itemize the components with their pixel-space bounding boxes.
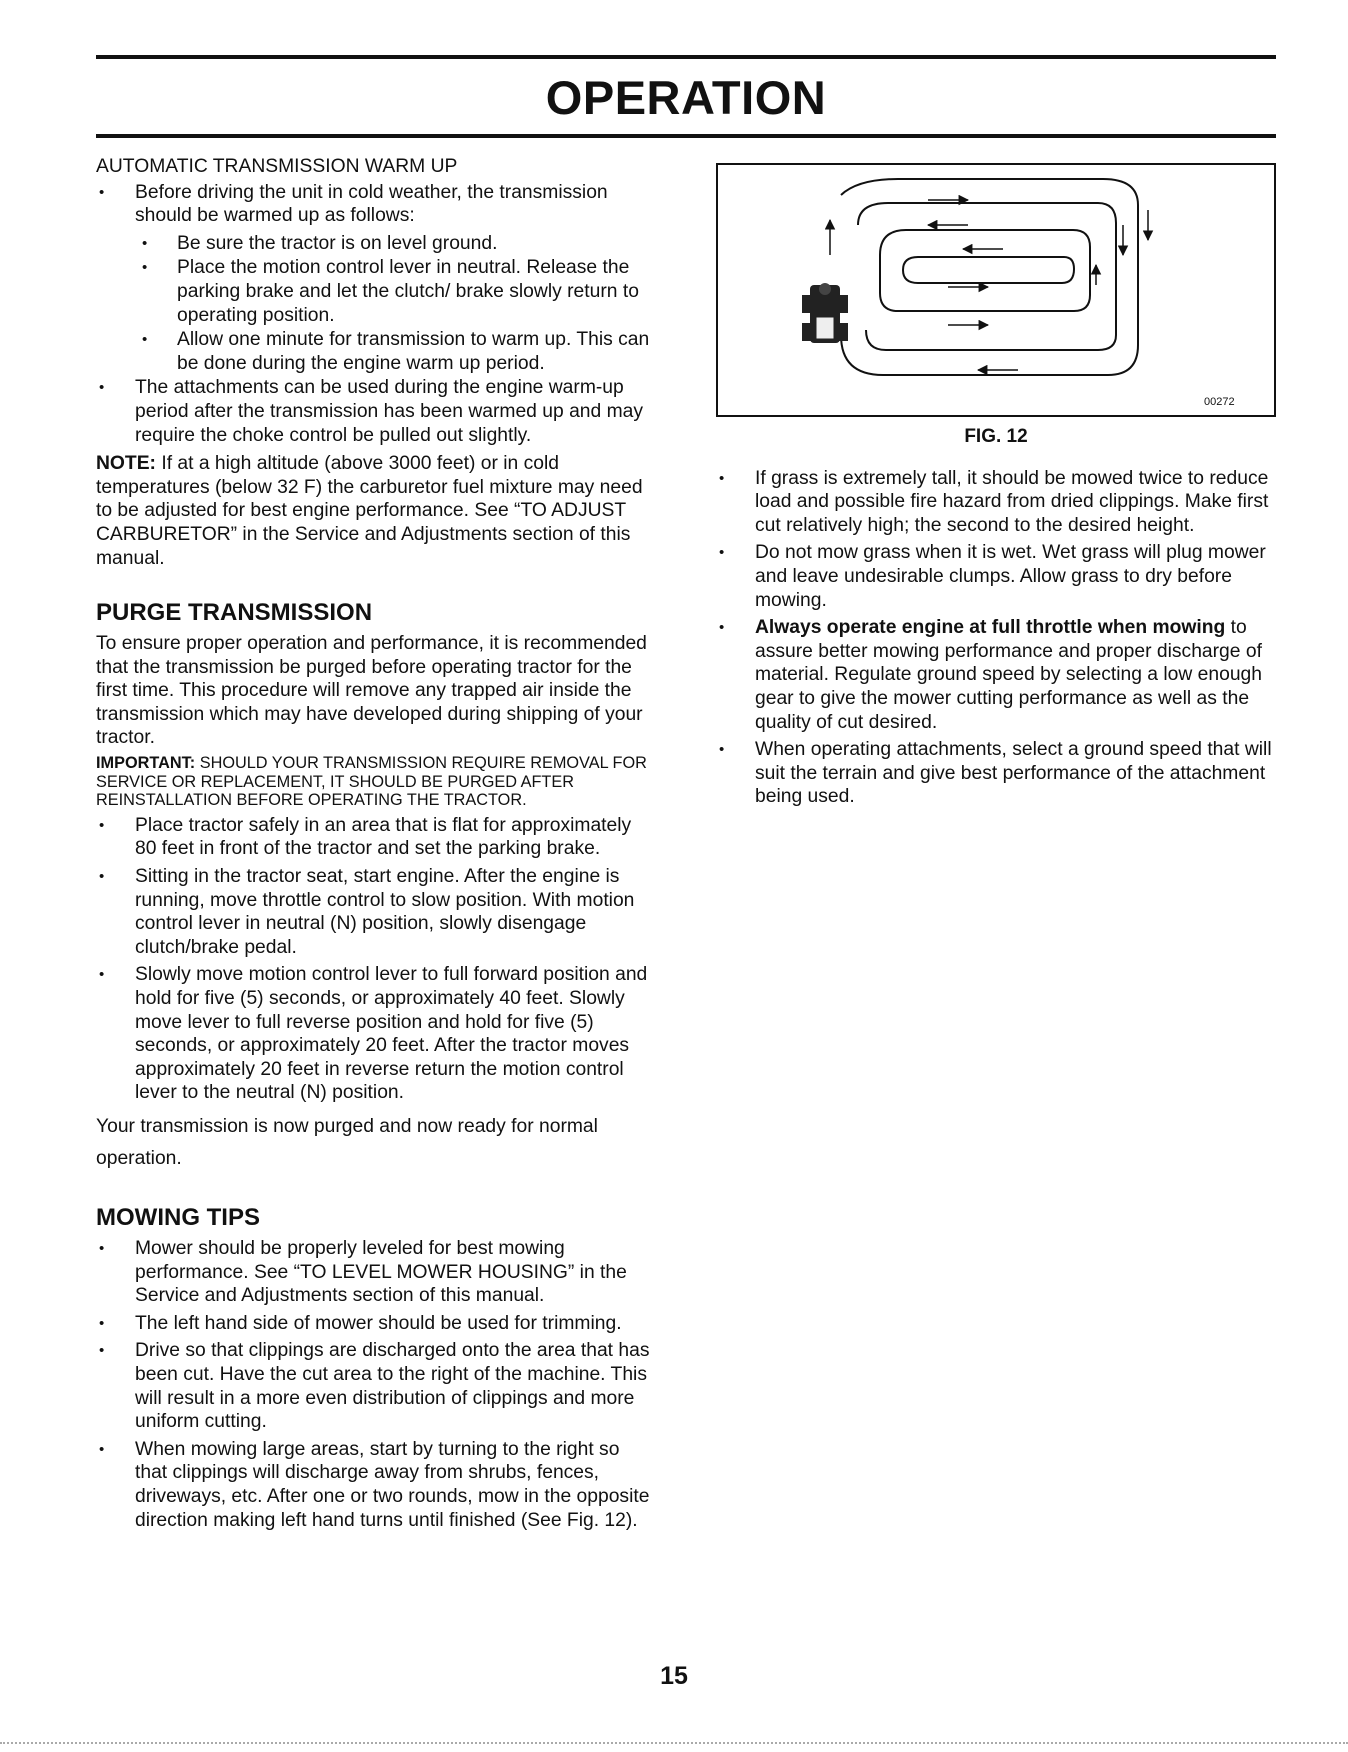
mowing-tip-bullet: • When operating attachments, select a ground speed that will suit the terrain and give best performance of the attachment being used. <box>716 738 1276 809</box>
warmup-subbullet: • Be sure the tractor is on level ground. <box>96 232 656 256</box>
important-paragraph <box>96 754 656 810</box>
purge-final: Your transmission is now purged and now ready for normal operation. <box>96 1115 598 1169</box>
purge-intro: To ensure proper operation and performance, it is recommended that the transmission be purged before operating tractor for the first time. This procedure will remove any trapped air inside the transmission which may have developed during shipping of your tractor. <box>96 633 647 749</box>
page-title: OPERATION <box>545 71 827 124</box>
purge-bullet: • Sitting in the tractor seat, start engine. After the engine is running, move throttle control to slow position. With motion control lever in neutral (N) position, slowly disengage clutch/brake pedal. <box>96 865 656 959</box>
left-column <box>96 155 656 1536</box>
second-path <box>858 203 1116 350</box>
note-label: NOTE: <box>96 453 156 475</box>
header-rule-bottom <box>96 134 1276 138</box>
figure-12 <box>716 163 1276 417</box>
important-label: IMPORTANT: <box>96 754 196 773</box>
mowing-tip-bullet: • If grass is extremely tall, it should be mowed twice to reduce load and possible fire hazard from dried clippings. Make first cut relatively high; the second to the desired height. <box>716 467 1276 538</box>
purge-bullet: • Place tractor safely in an area that is flat for approximately 80 feet in front of the tractor and set the parking brake. <box>96 814 656 861</box>
mowing-tip-bullet <box>716 616 1276 734</box>
header-rule-top <box>96 55 1276 59</box>
purge-bullet: • Slowly move motion control lever to full forward position and hold for five (5) seconds, or approximately 40 feet. Slowly move lever to full reverse position and hold for five (5) seconds, or approximately 20 feet. After the tractor moves approximately 20 feet in reverse return the motion control lever to the neutral (N) position. <box>96 963 656 1105</box>
warmup-title: AUTOMATIC TRANSMISSION WARM UP <box>96 156 458 177</box>
figure-code: 00272 <box>1204 396 1235 408</box>
third-path <box>880 230 1090 311</box>
tractor-icon <box>802 283 848 343</box>
mowing-bullet: • The left hand side of mower should be used for trimming. <box>96 1312 656 1336</box>
direction-arrows <box>830 200 1148 370</box>
scan-edge <box>0 1742 1348 1744</box>
mowing-tip-bullet: • Do not mow grass when it is wet. Wet grass will plug mower and leave undesirable clumps. Allow grass to dry before mowing. <box>716 541 1276 612</box>
page-number: 15 <box>660 1662 688 1690</box>
inner-path <box>903 257 1074 283</box>
mowing-bullet: • Drive so that clippings are discharged onto the area that has been cut. Have the cut area to the right of the machine. This will result in a more even distribution of clippings and more uniform cutting. <box>96 1339 656 1433</box>
warmup-subbullet: • Place the motion control lever in neutral. Release the parking brake and let the clutch/ brake slowly return to operating position. <box>96 256 656 327</box>
warmup-bullet: • Before driving the unit in cold weather, the transmission should be warmed up as follows: <box>96 181 656 228</box>
throttle-warning: Always operate engine at full throttle when mowing <box>755 617 1226 639</box>
important-text: SHOULD YOUR TRANSMISSION REQUIRE REMOVAL FOR SERVICE OR REPLACEMENT, IT SHOULD BE PURGED AFTER REINSTALLATION BEFORE OPERATING THE TRACTOR. <box>96 754 647 810</box>
warmup-bullet: • The attachments can be used during the engine warm-up period after the transmission has been warmed up and may require the choke control be pulled out slightly. <box>96 376 656 447</box>
outer-path <box>841 179 1138 375</box>
mowing-bullet: • When mowing large areas, start by turning to the right so that clippings will discharge away from shrubs, fences, driveways, etc. After one or two rounds, mow in the opposite direction making left hand turns until finished (See Fig. 12). <box>96 1438 656 1532</box>
warmup-subbullet: • Allow one minute for transmission to warm up. This can be done during the engine warm up period. <box>96 328 656 375</box>
figure-caption: FIG. 12 <box>964 426 1028 447</box>
throttle-text: to assure better mowing performance and proper discharge of material. Regulate ground speed by selecting a low enough gear to give the mower cutting performance as well as the quality of cut desired. <box>755 617 1262 733</box>
purge-heading: PURGE TRANSMISSION <box>96 599 373 627</box>
mowing-heading: MOWING TIPS <box>96 1203 260 1231</box>
mowing-pattern-diagram <box>718 165 1274 415</box>
note-text: If at a high altitude (above 3000 feet) or in cold temperatures (below 32 F) the carburetor fuel mixture may need to be adjusted for best engine performance. See “TO ADJUST CARBURETOR” in the Service and Adjustments section of this manual. <box>96 453 643 569</box>
right-column <box>716 155 1276 813</box>
note-paragraph <box>96 452 656 570</box>
mowing-bullet: • Mower should be properly leveled for best mowing performance. See “TO LEVEL MOWER HOUSING” in the Service and Adjustments section of this manual. <box>96 1237 656 1308</box>
